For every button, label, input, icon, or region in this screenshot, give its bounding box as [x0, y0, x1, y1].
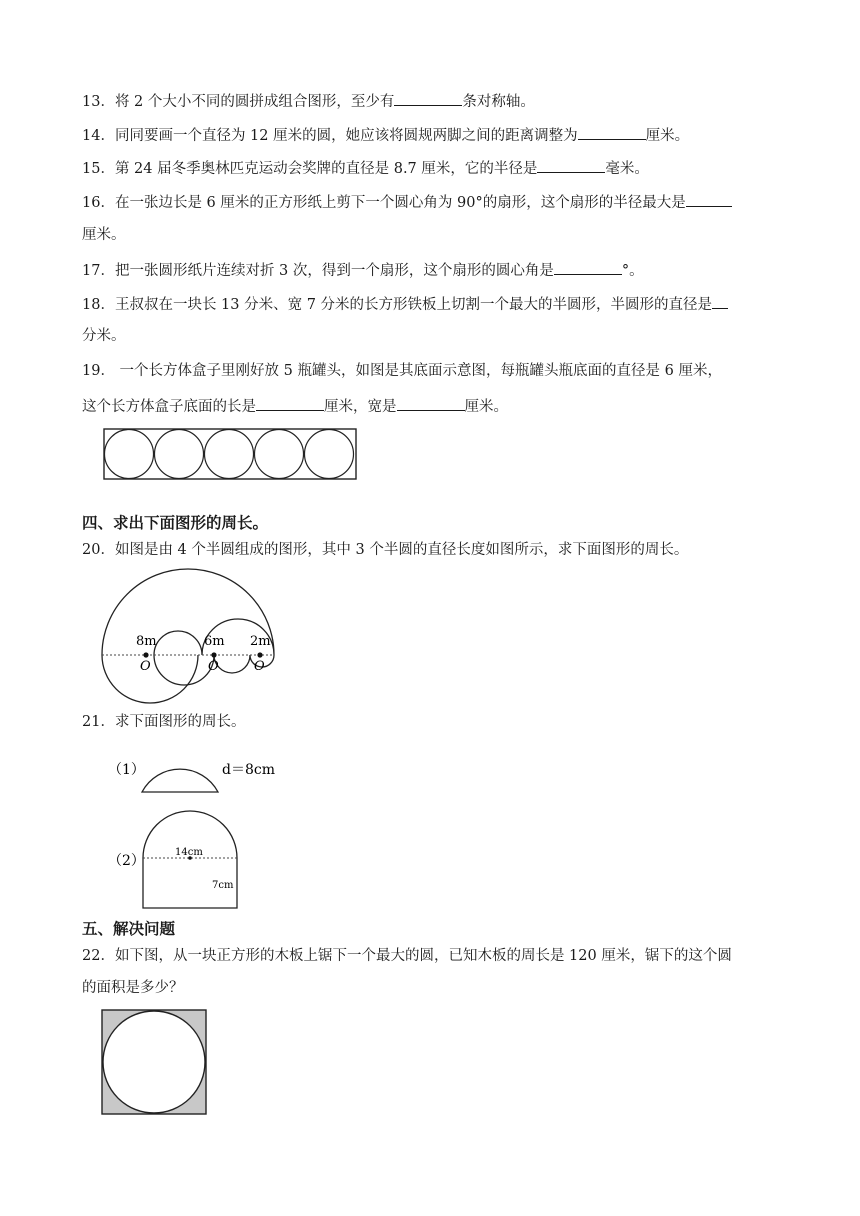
q22-tail: 的面积是多少？ [82, 980, 184, 996]
q16-text: 16．在一张边长是 6 厘米的正方形纸上剪下一个圆心角为 90°的扇形，这个扇形的半径最大是 [82, 195, 686, 211]
part-1-label: （1） [108, 762, 145, 778]
q15-text: 15．第 24 届冬季奥林匹克运动会奖牌的直径是 8.7 厘米，它的半径是 [82, 161, 538, 177]
label-2m: 2m [250, 634, 271, 649]
arch-figure [108, 810, 248, 912]
square-circle-figure [101, 1009, 209, 1117]
answer-blank-length [256, 395, 324, 411]
question-19 [82, 361, 722, 381]
height-label: 7cm [212, 880, 234, 891]
center-dot [211, 652, 216, 657]
q15-tail: 毫米。 [605, 161, 649, 177]
answer-blank [712, 293, 728, 309]
q22-text: 22．如下图，从一块正方形的木板上锯下一个最大的圆，已知木板的周长是 120 厘米，锯下的这个圆 [82, 948, 732, 964]
q14-text: 14．同同要画一个直径为 12 厘米的圆，她应该将圆规两脚之间的距离调整为 [82, 128, 578, 144]
q19-text-4: 厘米。 [464, 399, 508, 415]
question-18-cont [82, 326, 126, 346]
can-box-figure [103, 428, 359, 482]
question-19-cont [82, 395, 508, 417]
can-circle [255, 430, 304, 479]
semicircles-figure [100, 575, 280, 699]
question-13 [82, 90, 535, 112]
question-16 [82, 191, 732, 213]
question-22-cont [82, 978, 184, 998]
label-o: O [254, 659, 265, 674]
question-20 [82, 540, 688, 560]
can-circle [105, 430, 154, 479]
semicircle-shape [142, 769, 218, 792]
answer-blank [686, 191, 732, 207]
question-14 [82, 124, 689, 146]
can-circle [305, 430, 354, 479]
label-8m: 8m [136, 634, 157, 649]
question-18 [82, 293, 728, 315]
diameter-label: d＝8cm [222, 762, 275, 778]
q13-text: 13．将 2 个大小不同的圆拼成组合图形，至少有 [82, 94, 395, 110]
q21-text: 21．求下面图形的周长。 [82, 714, 246, 730]
box-outline [104, 429, 356, 479]
section-5-heading: 五、解决问题 [82, 920, 176, 938]
question-16-cont [82, 225, 126, 245]
q19-text-2: 这个长方体盒子底面的长是 [82, 399, 256, 415]
answer-blank-width [397, 395, 465, 411]
answer-blank [578, 124, 646, 140]
q17-text: 17．把一张圆形纸片连续对折 3 次，得到一个扇形，这个扇形的圆心角是 [82, 263, 554, 279]
center-dot [257, 652, 262, 657]
label-o: O [208, 659, 219, 674]
inscribed-circle [103, 1011, 205, 1113]
width-label: 14cm [175, 847, 203, 858]
part-2-label: （2） [108, 853, 145, 869]
question-15 [82, 157, 649, 179]
q14-tail: 厘米。 [645, 128, 690, 144]
question-21 [82, 712, 245, 732]
question-17 [82, 259, 644, 281]
can-circle [155, 430, 204, 479]
q18-tail: 分米。 [82, 328, 126, 344]
q17-tail: °。 [621, 263, 644, 279]
q20-text: 20．如图是由 4 个半圆组成的图形，其中 3 个半圆的直径长度如图所示，求下面图形的周长。 [82, 542, 689, 558]
q18-text: 18．王叔叔在一块长 13 分米、宽 7 分米的长方形铁板上切割一个最大的半圆形，半圆形的直径是 [82, 297, 713, 313]
answer-blank [394, 90, 462, 106]
answer-blank [537, 157, 605, 173]
can-circle [205, 430, 254, 479]
question-22 [82, 946, 732, 966]
semicircle-figure [108, 742, 288, 796]
figure-outline [102, 569, 274, 685]
q19-text-3: 厘米，宽是 [324, 399, 397, 415]
section-4-heading: 四、求出下面图形的周长。 [82, 514, 269, 532]
answer-blank [554, 259, 622, 275]
q16-tail: 厘米。 [82, 227, 126, 243]
label-6m: 6m [204, 634, 225, 649]
label-o: O [140, 659, 151, 674]
q13-tail: 条对称轴。 [462, 94, 535, 110]
q19-text: 19． 一个长方体盒子里刚好放 5 瓶罐头，如图是其底面示意图，每瓶罐头瓶底面的直径是 6 厘米， [82, 363, 722, 379]
center-dot [143, 652, 148, 657]
